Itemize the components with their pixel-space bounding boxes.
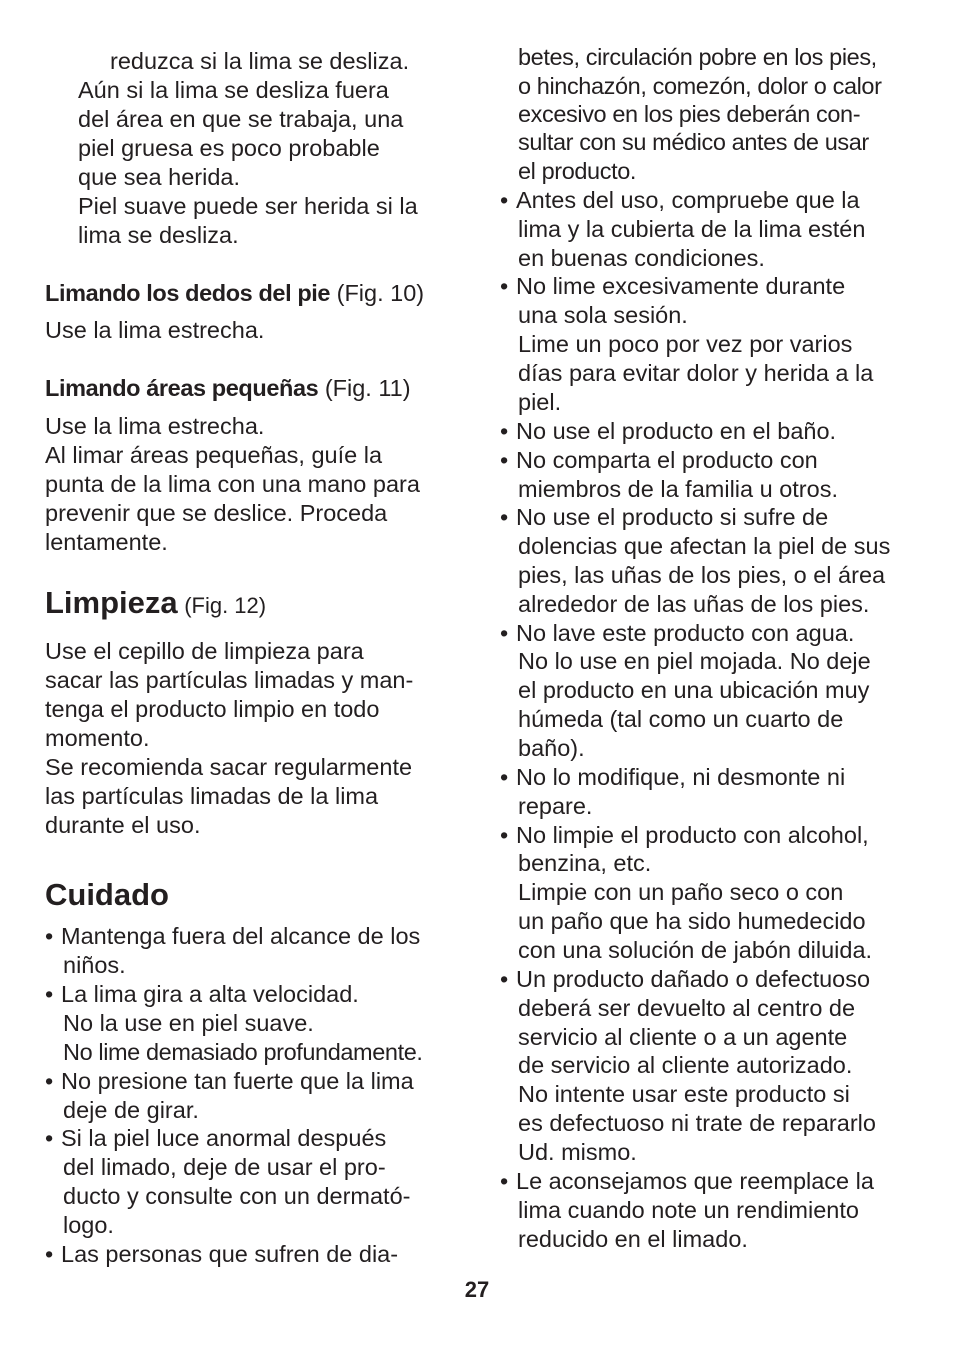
text-line: niños.: [63, 952, 126, 978]
text-line: piel gruesa es poco probable: [78, 135, 380, 161]
text-line: sacar las partículas limadas y man-: [45, 667, 414, 693]
section-heading: Limpieza: [45, 585, 178, 620]
section-heading-care: Cuidado: [45, 877, 169, 912]
text-line: sultar con su médico antes de usar: [518, 129, 869, 155]
text-line: reducido en el limado.: [518, 1226, 748, 1252]
subheading-title: Limando los dedos del pie: [45, 280, 331, 306]
text-line: excesivo en los pies deberán con-: [518, 101, 861, 127]
text-line: Aún si la lima se desliza fuera: [78, 77, 389, 103]
text-line: Se recomienda sacar regularmente: [45, 754, 413, 780]
list-item: • No lime excesivamente durante: [500, 273, 846, 299]
text-line: logo.: [63, 1212, 114, 1238]
text-line: reduzca si la lima se desliza.: [110, 48, 410, 74]
list-item: • No use el producto en el baño.: [500, 418, 837, 444]
text-line: deberá ser devuelto al centro de: [518, 995, 856, 1021]
list-item: • Antes del uso, compruebe que la: [500, 187, 860, 213]
list-item: • No lo modifique, ni desmonte ni: [500, 764, 846, 790]
figure-ref: (Fig. 12): [184, 593, 267, 618]
text-line: con una solución de jabón diluida.: [518, 937, 873, 963]
text-line: Al limar áreas pequeñas, guíe la: [45, 442, 383, 468]
text-line: momento.: [45, 725, 150, 751]
text-line: repare.: [518, 793, 593, 819]
text-line: baño).: [518, 735, 585, 761]
list-item: • No lave este producto con agua.: [500, 620, 855, 646]
list-item: • No use el producto si sufre de: [500, 504, 829, 530]
text-line: de servicio al cliente autorizado.: [518, 1052, 853, 1078]
text-line: betes, circulación pobre en los pies,: [518, 44, 877, 70]
text-line: Use el cepillo de limpieza para: [45, 638, 364, 664]
subheading-toes: [45, 279, 424, 308]
list-item: • No limpie el producto con alcohol,: [500, 822, 869, 848]
text-line: que sea herida.: [78, 164, 241, 190]
text-line: Piel suave puede ser herida si la: [78, 193, 418, 219]
list-item: • La lima gira a alta velocidad.: [45, 981, 359, 1007]
list-item: • No comparta el producto con: [500, 447, 818, 473]
text-line: días para evitar dolor y herida a la: [518, 360, 874, 386]
text-line: durante el uso.: [45, 812, 201, 838]
text-line: No lo use en piel mojada. No deje: [518, 648, 871, 674]
list-item: • Las personas que sufren de dia-: [45, 1241, 399, 1267]
text-line: una sola sesión.: [518, 302, 688, 328]
text-line: un paño que ha sido humedecido: [518, 908, 866, 934]
list-item: • Un producto dañado o defectuoso: [500, 966, 871, 992]
text-line: lima se desliza.: [78, 222, 239, 248]
text-line: piel.: [518, 389, 562, 415]
text-line: No intente usar este producto si: [518, 1081, 850, 1107]
text-line: del limado, deje de usar el pro-: [63, 1154, 386, 1180]
figure-ref: (Fig. 11): [324, 375, 411, 401]
text-line: lima y la cubierta de la lima estén: [518, 216, 866, 242]
list-item: • Le aconsejamos que reemplace la: [500, 1168, 874, 1194]
text-line: servicio al cliente o a un agente: [518, 1024, 848, 1050]
text-line: tenga el producto limpio en todo: [45, 696, 380, 722]
text-line: las partículas limadas de la lima: [45, 783, 379, 809]
subheading-small-areas: [45, 374, 411, 403]
text-line: alrededor de las uñas de los pies.: [518, 591, 870, 617]
subheading-title: Limando áreas pequeñas: [45, 375, 319, 401]
text-line: prevenir que se deslice. Proceda: [45, 500, 388, 526]
text-line: lima cuando note un rendimiento: [518, 1197, 859, 1223]
text-line: el producto en una ubicación muy: [518, 677, 870, 703]
text-line: Limpie con un paño seco o con: [518, 879, 844, 905]
text-line: es defectuoso ni trate de repararlo: [518, 1110, 876, 1136]
text-line: dolencias que afectan la piel de sus: [518, 533, 891, 559]
page-number: 27: [464, 1277, 490, 1302]
text-line: húmeda (tal como un cuarto de: [518, 706, 844, 732]
text-line: Lime un poco por vez por varios: [518, 331, 853, 357]
text-line: deje de girar.: [63, 1097, 199, 1123]
list-item: • Si la piel luce anormal después: [45, 1125, 387, 1151]
text-line: Ud. mismo.: [518, 1139, 637, 1165]
text-line: ducto y consulte con un dermató-: [63, 1183, 411, 1209]
text-line: Use la lima estrecha.: [45, 413, 265, 439]
heading-cleaning: [45, 585, 267, 620]
text-line: lentamente.: [45, 529, 168, 555]
text-line: benzina, etc.: [518, 850, 652, 876]
text-line: miembros de la familia u otros.: [518, 476, 838, 502]
text-line: en buenas condiciones.: [518, 245, 765, 271]
figure-ref: (Fig. 10): [336, 280, 425, 306]
text-line: punta de la lima con una mano para: [45, 471, 420, 497]
text-line: No lime demasiado profundamente.: [63, 1039, 423, 1065]
text-line: Use la lima estrecha.: [45, 317, 265, 343]
text-line: el producto.: [518, 158, 637, 184]
list-item: • No presione tan fuerte que la lima: [45, 1068, 414, 1094]
text-line: o hinchazón, comezón, dolor o calor: [518, 73, 882, 99]
text-line: No la use en piel suave.: [63, 1010, 314, 1036]
list-item: • Mantenga fuera del alcance de los: [45, 923, 421, 949]
text-line: pies, las uñas de los pies, o el área: [518, 562, 886, 588]
text-line: del área en que se trabaja, una: [78, 106, 404, 132]
